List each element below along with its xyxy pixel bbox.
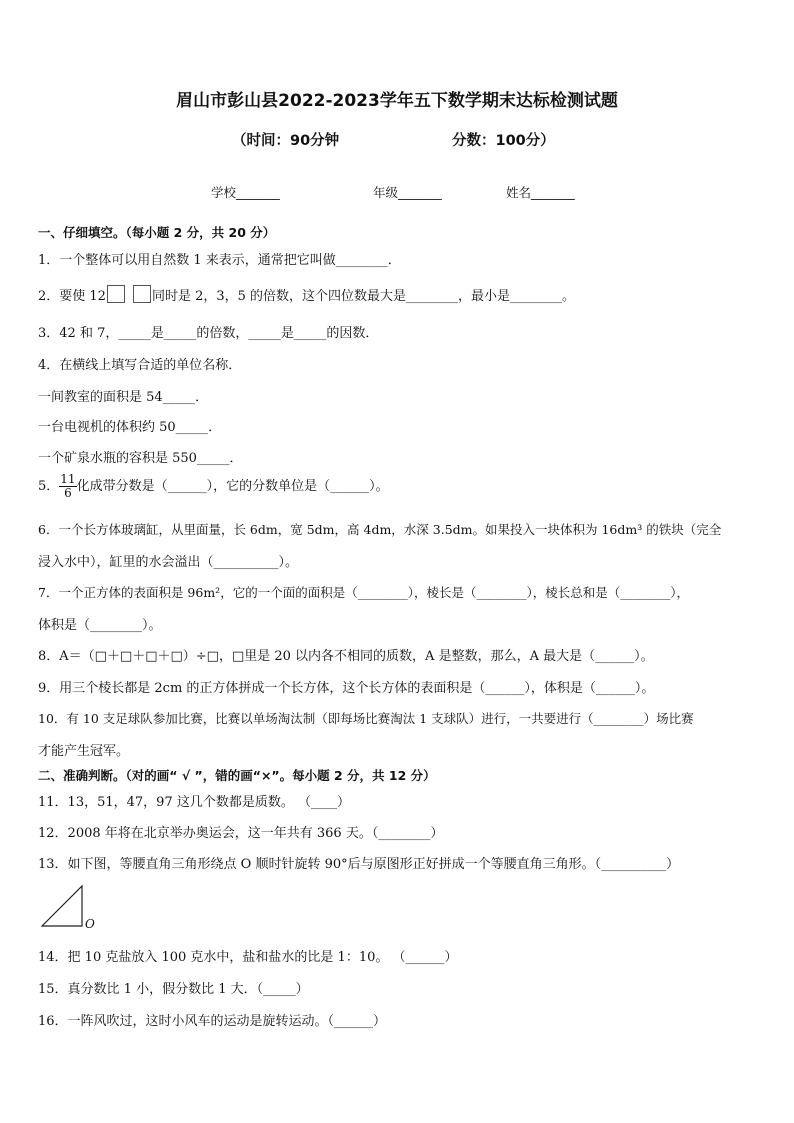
question-3: 3．42 和 7，_____是_____的倍数，_____是_____的因数． xyxy=(38,326,379,341)
blank-box-1 xyxy=(107,285,125,303)
question-5 xyxy=(38,473,389,500)
question-16: 16．一阵风吹过，这时小风车的运动是旋转运动。（______） xyxy=(38,1014,387,1029)
fraction-numerator: 11 xyxy=(60,472,76,486)
fraction xyxy=(59,473,76,500)
question-11: 11．13，51，47，97 这几个数都是质数。 （____） xyxy=(38,795,350,810)
question-10-line-2: 才能产生冠军。 xyxy=(38,744,130,759)
name-field: 姓名_______ xyxy=(506,185,575,200)
fraction-denominator: 6 xyxy=(64,486,72,500)
question-4c: 一个矿泉水瓶的容积是 550_____． xyxy=(38,451,243,466)
question-6-line-2: 浸入水中），缸里的水会溢出（__________）。 xyxy=(38,555,299,570)
question-15: 15．真分数比 1 小，假分数比 1 大．（_____） xyxy=(38,982,309,997)
question-10-line-1: 10．有 10 支足球队参加比赛，比赛以单场淘汰制（即每场比赛淘汰 1 支球队）进行，一共要进行（________）场比赛 xyxy=(38,711,694,726)
question-14: 14．把 10 克盐放入 100 克水中，盐和盐水的比是 1：10。 （______） xyxy=(38,950,458,965)
point-o-label: O xyxy=(85,917,95,931)
question-7-line-1: 7．一个正方体的表面积是 96m²，它的一个面的面积是（________），棱长是（________），棱长总和是（________）， xyxy=(38,585,689,600)
question-5-prefix: 5． xyxy=(38,479,60,494)
question-5-suffix: 化成带分数是（______），它的分数单位是（______）。 xyxy=(76,479,389,494)
section-1-heading: 一、仔细填空。（每小题 2 分，共 20 分） xyxy=(38,225,276,240)
exam-time: （时间：90分钟 xyxy=(232,133,340,149)
question-9: 9．用三个棱长都是 2cm 的正方体拼成一个长方体，这个长方体的表面积是（______），体积是（______）。 xyxy=(38,681,655,696)
page-title: 眉山市彭山县2022-2023学年五下数学期末达标检测试题 xyxy=(176,91,618,111)
isosceles-right-triangle xyxy=(42,886,82,926)
section-2-heading: 二、准确判断。（对的画“ √ ”，错的画“×”。每小题 2 分，共 12 分） xyxy=(38,768,436,783)
exam-score: 分数：100分） xyxy=(452,133,555,149)
question-2-prefix: 2．要使 12 xyxy=(38,289,106,304)
question-4b: 一台电视机的体积约 50_____． xyxy=(38,420,222,435)
question-1: 1．一个整体可以用自然数 1 来表示，通常把它叫做________． xyxy=(38,253,401,268)
question-7-line-2: 体积是（________）。 xyxy=(38,618,162,633)
blank-box-2 xyxy=(133,285,151,303)
grade-field: 年级_______ xyxy=(373,185,442,200)
school-field: 学校_______ xyxy=(211,185,280,200)
question-2-suffix: 同时是 2，3，5 的倍数，这个四位数最大是________，最小是________。 xyxy=(151,289,576,304)
question-13: 13．如下图，等腰直角三角形绕点 O 顺时针旋转 90°后与原图形正好拼成一个等腰直角三角形。（__________） xyxy=(38,857,680,872)
question-6-line-1: 6．一个长方体玻璃缸，从里面量，长 6dm，宽 5dm，高 4dm，水深 3.5dm。如果投入一块体积为 16dm³ 的铁块（完全 xyxy=(38,522,722,537)
question-4a: 一间教室的面积是 54_____． xyxy=(38,390,209,405)
question-8: 8．A＝（□＋□＋□＋□）÷□，□里是 20 以内各不相同的质数，A 是整数，那么，A 最大是（______）。 xyxy=(38,649,654,664)
question-2 xyxy=(38,285,575,304)
question-4: 4．在横线上填写合适的单位名称． xyxy=(38,358,242,373)
question-12: 12．2008 年将在北京举办奥运会，这一年共有 366 天。（________） xyxy=(38,826,444,841)
